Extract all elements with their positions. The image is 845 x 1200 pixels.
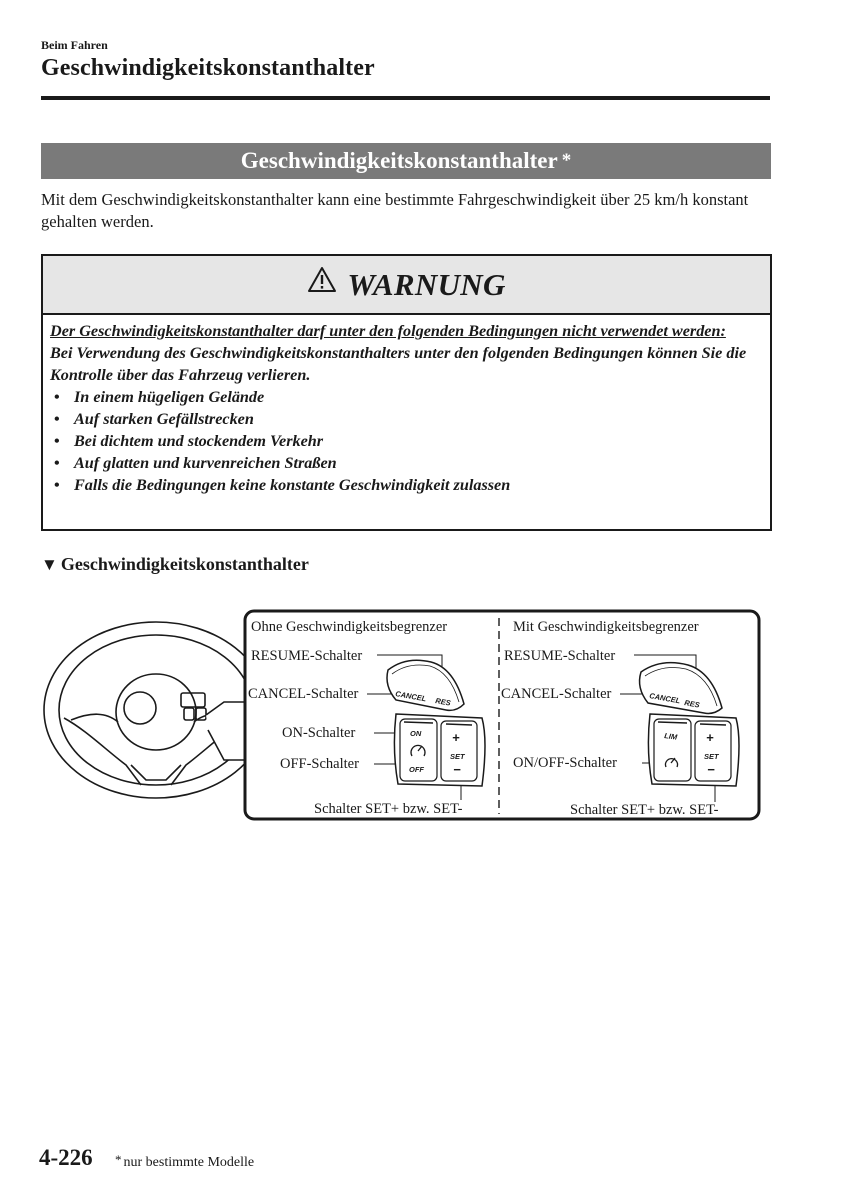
right-minus-button-text: − [707, 762, 715, 777]
right-plus-button-text: + [706, 730, 714, 745]
warning-triangle-icon [307, 266, 337, 298]
subsection-heading [41, 554, 309, 575]
left-cancel-label: CANCEL-Schalter [248, 686, 359, 702]
right-onoff-label: ON/OFF-Schalter [513, 755, 617, 771]
left-panel-heading: Ohne Geschwindigkeitsbegrenzer [251, 619, 448, 635]
intro-paragraph: Mit dem Geschwindigkeitskonstanthalter kann eine bestimmte Fahrgeschwindigkeit über 25 km/h konstant gehalten werden. [41, 190, 749, 231]
right-panel-heading: Mit Geschwindigkeitsbegrenzer [513, 619, 699, 635]
triangle-down-icon: ▼ [41, 555, 58, 574]
page-number: 4-226 [39, 1145, 93, 1170]
right-cancel-label: CANCEL-Schalter [501, 686, 612, 702]
right-cancel-button-text: CANCEL [648, 691, 681, 706]
set-button-text: SET [450, 752, 465, 761]
warning-text: Bei Verwendung des Geschwindigkeitskonstanthalters unter den folgenden Bedingungen können Sie die Kontrolle über das Fahrzeug verlieren. [50, 344, 747, 384]
footnote-star: * [115, 1152, 122, 1167]
subsection-title: Geschwindigkeitskonstanthalter [60, 554, 309, 574]
right-set-label: Schalter SET+ bzw. SET- [570, 802, 719, 818]
res-button-text: RES [434, 696, 452, 708]
warning-list-item: • Bei dichtem und stockendem Verkehr [50, 430, 762, 452]
off-button-text: OFF [409, 765, 424, 774]
left-set-label: Schalter SET+ bzw. SET- [314, 801, 463, 817]
on-button-text: ON [410, 729, 422, 738]
warning-title: WARNUNG [347, 267, 506, 302]
warning-list-item: • In einem hügeligen Gelände [50, 386, 762, 408]
warning-lead: Der Geschwindigkeitskonstanthalter darf unter den folgenden Bedingungen nicht verwendet werden: [50, 322, 726, 340]
minus-button-text: − [453, 762, 461, 777]
warning-list-item: • Falls die Bedingungen keine konstante Geschwindigkeit zulassen [50, 474, 762, 496]
left-on-label: ON-Schalter [282, 725, 356, 741]
cruise-control-figure [36, 600, 766, 830]
left-off-label: OFF-Schalter [280, 756, 359, 772]
warning-list [50, 386, 762, 496]
right-switch-cluster [648, 714, 739, 786]
lim-button-text: LIM [663, 731, 678, 742]
left-resume-label: RESUME-Schalter [251, 648, 363, 664]
section-label: Beim Fahren [41, 38, 108, 52]
banner-title: Geschwindigkeitskonstanthalter [240, 148, 558, 173]
left-switch-cluster [394, 714, 485, 786]
warning-box [41, 254, 772, 531]
warning-body [50, 320, 762, 496]
warning-list-item: • Auf starken Gefällstrecken [50, 408, 762, 430]
plus-button-text: + [452, 730, 460, 745]
chapter-title: Geschwindigkeitskonstanthalter [41, 55, 375, 81]
right-res-button-text: RES [683, 698, 701, 710]
footnote [115, 1152, 254, 1171]
warning-header [43, 256, 770, 315]
cancel-button-text: CANCEL [394, 689, 427, 704]
banner-star: * [561, 150, 572, 171]
warning-list-item: • Auf glatten und kurvenreichen Straßen [50, 452, 762, 474]
footnote-text: nur bestimmte Modelle [123, 1155, 255, 1170]
right-set-button-text: SET [704, 752, 719, 761]
title-rule [41, 96, 770, 100]
right-resume-label: RESUME-Schalter [504, 648, 616, 664]
section-banner [41, 143, 771, 179]
